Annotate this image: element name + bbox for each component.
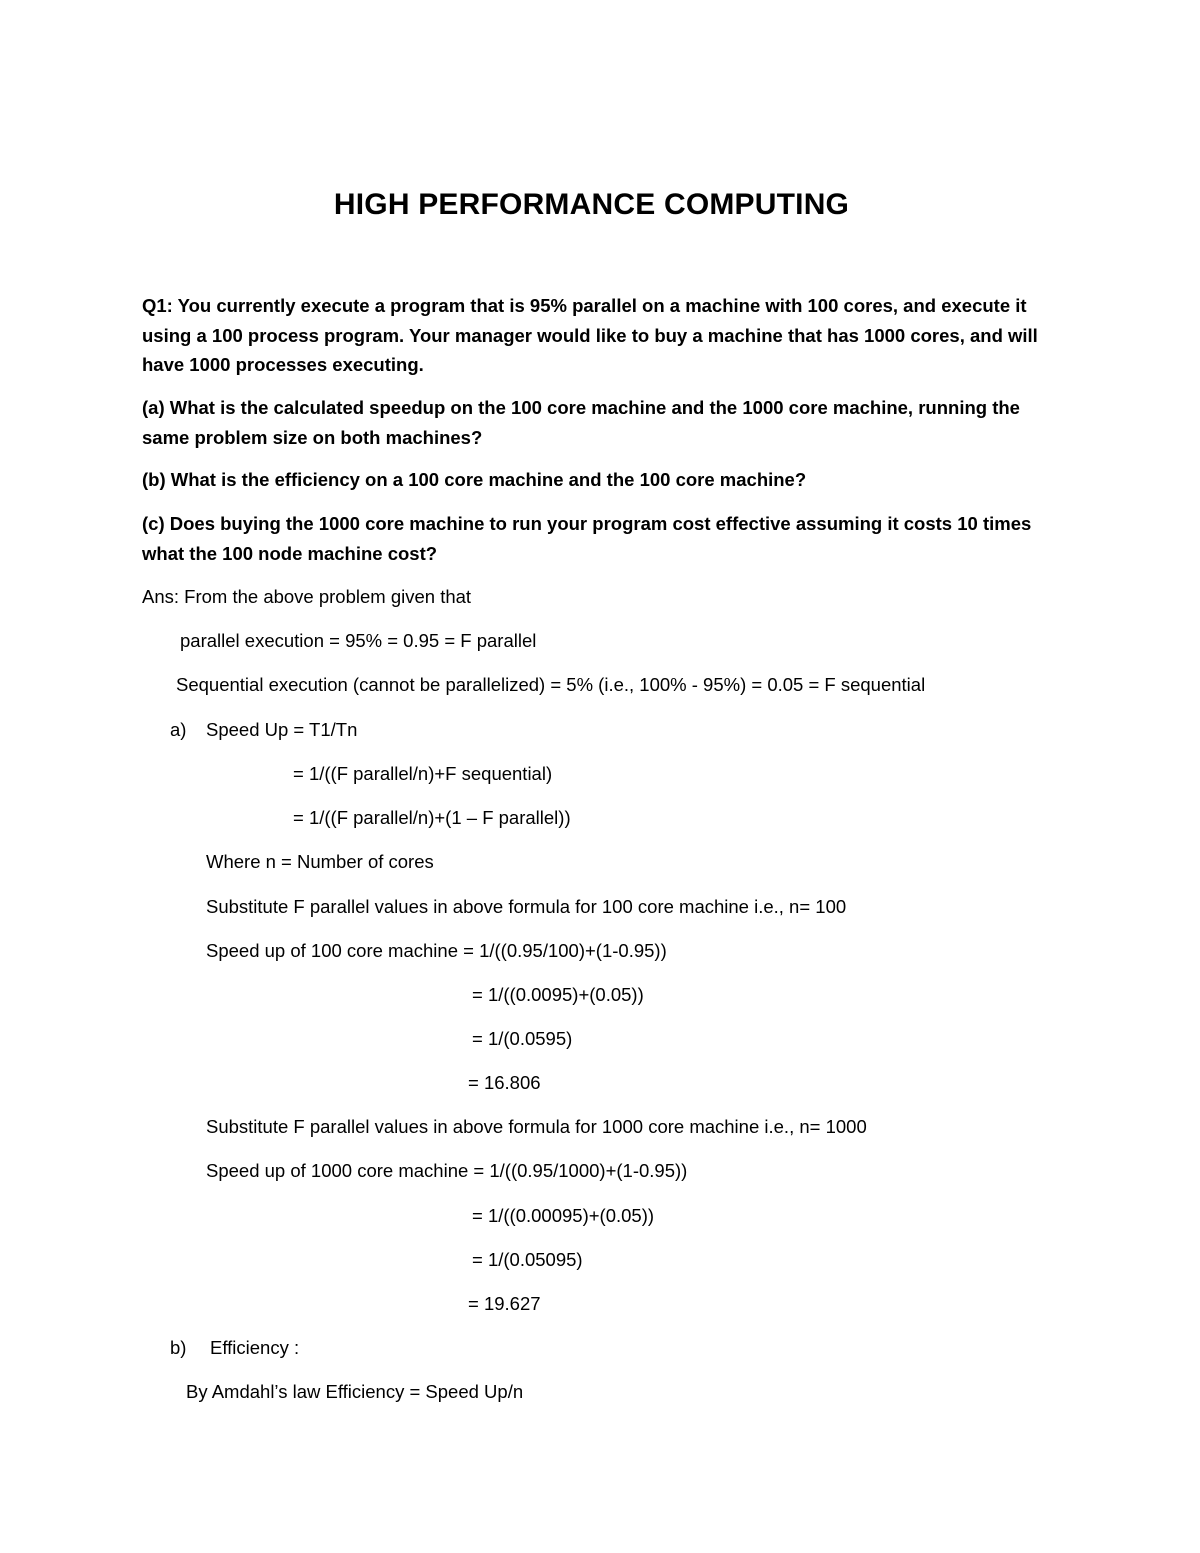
question-intro: Q1: You currently execute a program that is 95% parallel on a machine with 100 cores, and execute it using a 100 process program. Your manager would like to buy a machine that has 1000 cores, and will have 1000 processes executing.: [142, 295, 1038, 375]
question-part-c: (c) Does buying the 1000 core machine to run your program cost effective assuming it costs 10 times what the 100 node machine cost?: [142, 513, 1032, 564]
sequential-execution-line: Sequential execution (cannot be parallelized) = 5% (i.e., 100% - 95%) = 0.05 = F sequential: [176, 674, 926, 695]
speedup-100-line-1: Speed up of 100 core machine = 1/((0.95/100)+(1-0.95)): [206, 940, 667, 961]
efficiency-heading: Efficiency :: [210, 1337, 300, 1358]
substitute-1000-line: Substitute F parallel values in above formula for 1000 core machine i.e., n= 1000: [206, 1116, 867, 1137]
parallel-execution-line: parallel execution = 95% = 0.95 = F parallel: [180, 630, 537, 651]
speedup-1000-result: = 19.627: [468, 1293, 541, 1314]
where-n-line: Where n = Number of cores: [206, 851, 434, 872]
answer-intro: Ans: From the above problem given that: [142, 586, 472, 607]
question-part-a: (a) What is the calculated speedup on the 100 core machine and the 1000 core machine, running the same problem size on both machines?: [142, 397, 1020, 448]
speedup-1000-line-1: Speed up of 1000 core machine = 1/((0.95/1000)+(1-0.95)): [206, 1160, 688, 1181]
question-part-b: (b) What is the efficiency on a 100 core machine and the 100 core machine?: [142, 469, 807, 490]
speedup-100-line-2: = 1/((0.0095)+(0.05)): [472, 984, 644, 1005]
substitute-100-line: Substitute F parallel values in above formula for 100 core machine i.e., n= 100: [206, 896, 847, 917]
speedup-formula-2: = 1/((F parallel/n)+(1 – F parallel)): [293, 807, 571, 828]
document-title: HIGH PERFORMANCE COMPUTING: [333, 188, 850, 221]
speedup-formula-1: = 1/((F parallel/n)+F sequential): [293, 763, 553, 784]
list-marker-b: b): [170, 1337, 187, 1358]
speedup-1000-line-2: = 1/((0.00095)+(0.05)): [472, 1205, 655, 1226]
speedup-definition: Speed Up = T1/Tn: [206, 719, 358, 740]
speedup-100-line-3: = 1/(0.0595): [472, 1028, 573, 1049]
speedup-100-result: = 16.806: [468, 1072, 541, 1093]
list-marker-a: a): [170, 719, 187, 740]
amdahl-efficiency-line: By Amdahl’s law Efficiency = Speed Up/n: [186, 1381, 524, 1402]
speedup-1000-line-3: = 1/(0.05095): [472, 1249, 583, 1270]
